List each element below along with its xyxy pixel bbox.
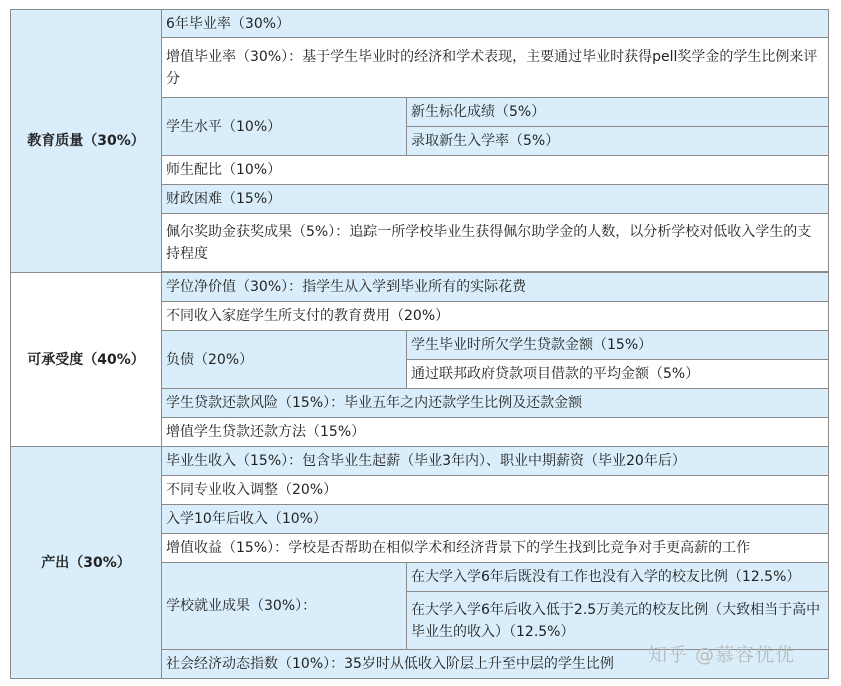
criterion-grad-rate-6yr: 6年毕业率（30%）: [162, 10, 829, 38]
criterion-federal-loan-avg: 通过联邦政府贷款项目借款的平均金额（5%）: [407, 360, 829, 389]
criterion-financial-hardship: 财政困难（15%）: [162, 185, 829, 214]
criterion-low-income-alumni: 在大学入学6年后收入低于2.5万美元的校友比例（大致相当于高中毕业生的收入）（12.5%）: [407, 592, 829, 650]
criterion-value-added-repayment: 增值学生贷款还款方法（15%）: [162, 418, 829, 447]
criterion-debt: 负债（20%）: [162, 331, 407, 389]
ranking-criteria-table: [10, 9, 829, 679]
criterion-net-price: 学位净价值（30%）：指学生从入学到毕业所有的实际花费: [162, 273, 829, 302]
criterion-income-10yr: 入学10年后收入（10%）: [162, 505, 829, 534]
category-affordability: 可承受度（40%）: [11, 273, 162, 447]
criterion-mobility-index: 社会经济动态指数（10%）：35岁时从低收入阶层上升至中层的学生比例: [162, 650, 829, 679]
category-education: 教育质量（30%）: [11, 10, 162, 273]
criterion-value-added-income: 增值收益（15%）：学校是否帮助在相似学术和经济背景下的学生找到比竞争对手更高薪的工作: [162, 534, 829, 563]
criterion-value-added-grad: 增值毕业率（30%）：基于学生毕业时的经济和学术表现，主要通过毕业时获得pell奖学金的学生比例来评分: [162, 38, 829, 98]
category-output: 产出（30%）: [11, 447, 162, 679]
criterion-no-work-no-school: 在大学入学6年后既没有工作也没有入学的校友比例（12.5%）: [407, 563, 829, 592]
watermark: 知乎 @慕容优优: [648, 644, 796, 666]
criterion-pell-outcomes: 佩尔奖助金获奖成果（5%）：追踪一所学校毕业生获得佩尔助学金的人数，以分析学校对低收入学生的支持程度: [162, 214, 829, 272]
table-row: [11, 273, 829, 302]
criterion-grad-income: 毕业生收入（15%）：包含毕业生起薪（毕业3年内）、职业中期薪资（毕业20年后）: [162, 447, 829, 476]
criterion-student-faculty-ratio: 师生配比（10%）: [162, 156, 829, 185]
criterion-standardized-scores: 新生标化成绩（5%）: [407, 98, 829, 127]
criterion-income-based-cost: 不同收入家庭学生所支付的教育费用（20%）: [162, 302, 829, 331]
criterion-admission-rate: 录取新生入学率（5%）: [407, 127, 829, 156]
table-row: [11, 10, 829, 38]
table-row: [11, 447, 829, 476]
criterion-grad-debt: 学生毕业时所欠学生贷款金额（15%）: [407, 331, 829, 360]
criterion-employment-outcomes: 学校就业成果（30%）：: [162, 563, 407, 650]
criterion-student-level: 学生水平（10%）: [162, 98, 407, 156]
criterion-repayment-risk: 学生贷款还款风险（15%）：毕业五年之内还款学生比例及还款金额: [162, 389, 829, 418]
criterion-major-adjustment: 不同专业收入调整（20%）: [162, 476, 829, 505]
